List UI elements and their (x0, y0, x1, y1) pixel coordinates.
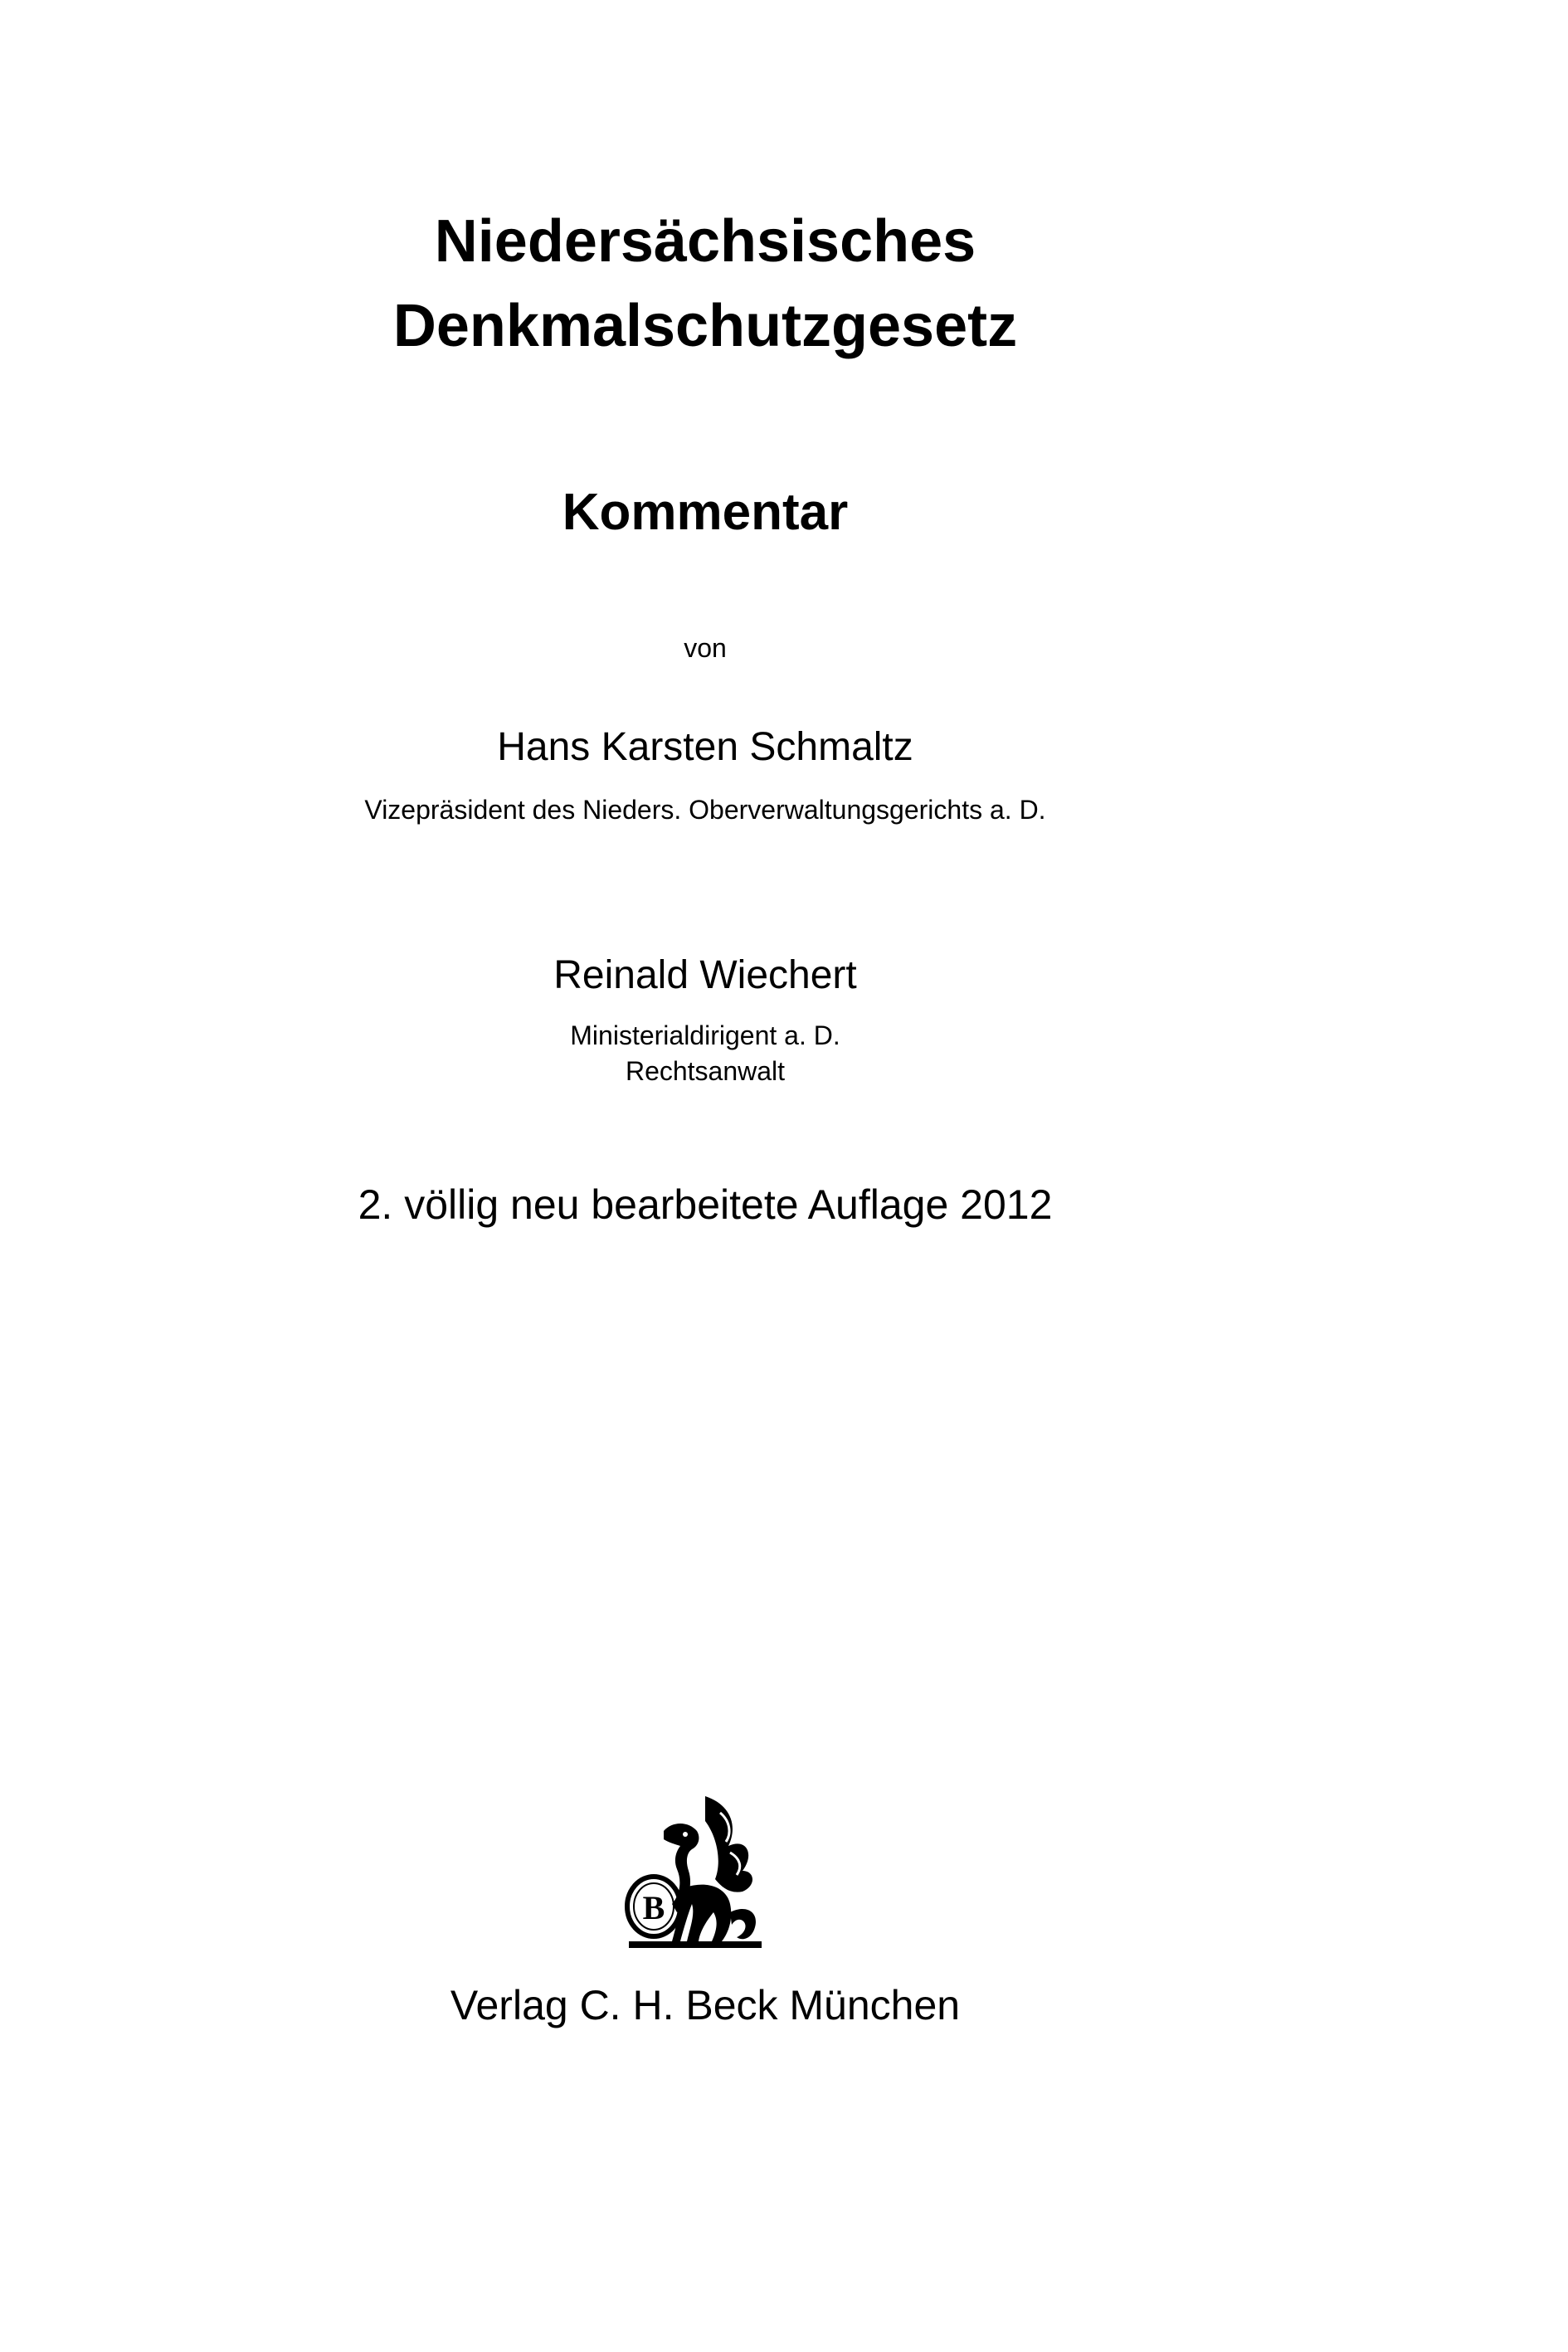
book-title-line-2: Denkmalschutzgesetz (392, 293, 1018, 359)
book-title-line-1: Niedersächsisches (434, 208, 976, 275)
book-subtitle: Kommentar (562, 484, 849, 541)
author-2-role-1: Ministerialdirigent a. D. (570, 1020, 840, 1050)
logo-letter: B (642, 1889, 665, 1926)
author-2-name: Reinald Wiechert (553, 953, 857, 997)
griffin-b-logo-icon (606, 1788, 780, 1958)
publisher-name: Verlag C. H. Beck München (450, 1982, 961, 2028)
author-2-role-2: Rechtsanwalt (625, 1056, 786, 1086)
by-label: von (684, 633, 727, 663)
author-1-role: Vizepräsident des Nieders. Oberverwaltungsgerichts a. D. (364, 795, 1046, 825)
edition-statement: 2. völlig neu bearbeitete Auflage 2012 (358, 1181, 1053, 1228)
author-1-name: Hans Karsten Schmaltz (497, 725, 913, 769)
